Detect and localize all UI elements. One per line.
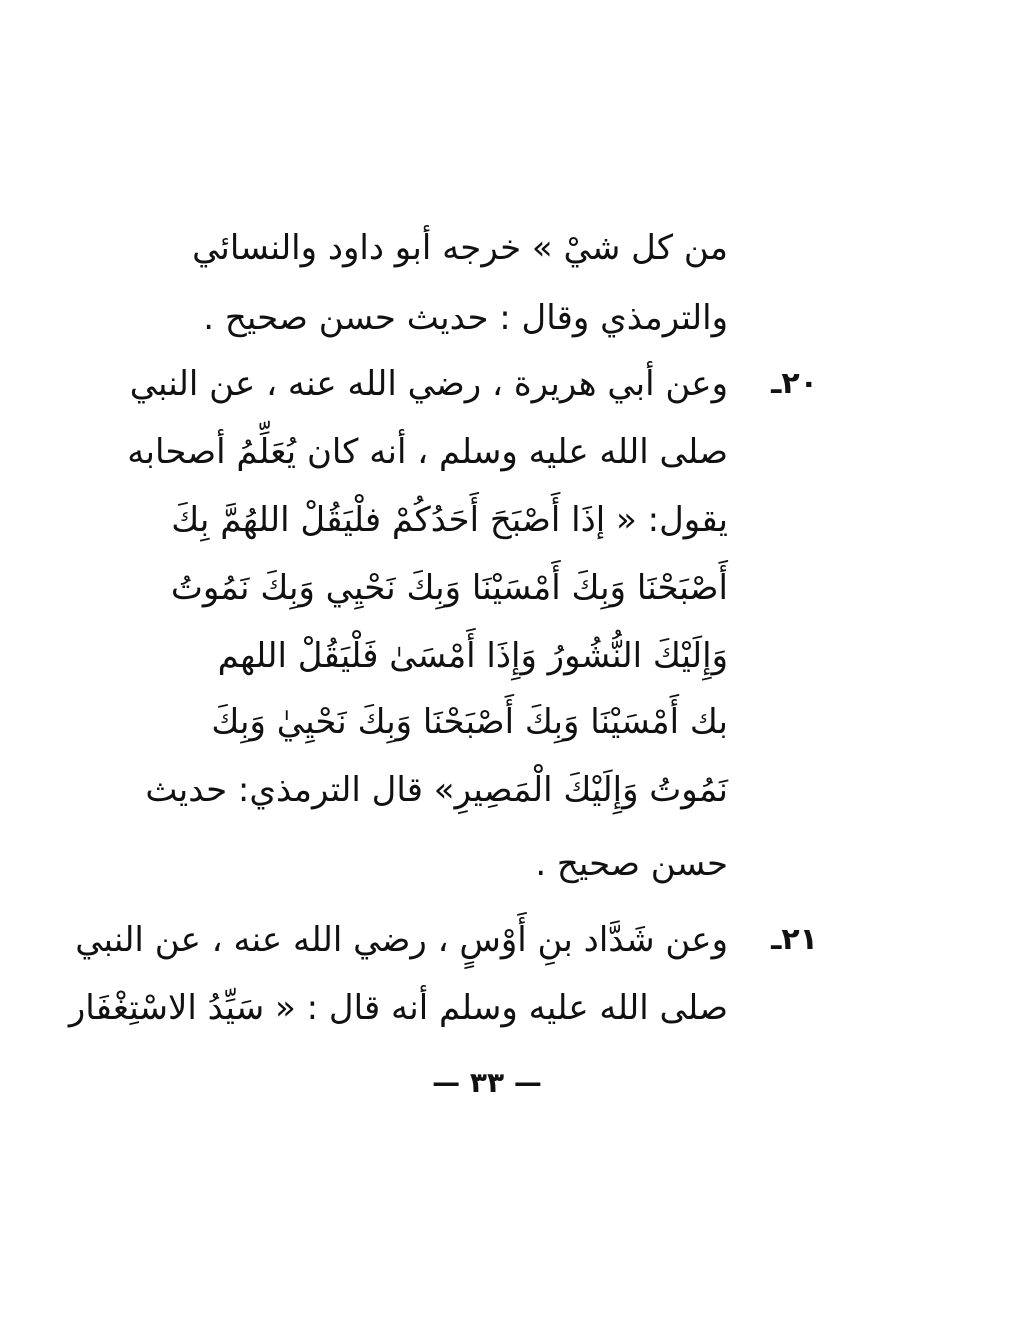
text-line-2: والترمذي وقال : حديث حسن صحيح . (203, 298, 728, 338)
page-number: — ٣٣ — (432, 1066, 542, 1099)
text-line-3: وعن أبي هريرة ، رضي الله عنه ، عن النبي (129, 364, 728, 404)
text-line-7: وَإِلَيْكَ النُّشُورُ وَإِذَا أَمْسَىٰ فَلْيَقُلْ اللهم (217, 636, 728, 676)
text-line-11: وعن شَدَّاد بنِ أَوْسٍ ، رضي الله عنه ، عن النبي (75, 920, 728, 960)
text-line-12: صلى الله عليه وسلم أنه قال : « سَيِّدُ الاسْتِغْفَار (68, 988, 728, 1028)
text-line-5: يقول: « إذَا أَصْبَحَ أَحَدُكُمْ فلْيَقُلْ اللهُمَّ بِكَ (171, 500, 728, 540)
text-line-10: حسن صحيح . (535, 844, 728, 884)
text-line-1: من كل شيْ » خرجه أبو داود والنسائي (192, 228, 728, 268)
text-line-9: نَمُوتُ وَإِلَيْكَ الْمَصِيرِ» قال الترمذي: حديث (145, 770, 728, 810)
hadith-number-20: ٢٠ـ (771, 366, 818, 401)
text-line-4: صلى الله عليه وسلم ، أنه كان يُعَلِّمُ أصحابه (127, 432, 728, 472)
text-line-8: بك أَمْسَيْنَا وَبِكَ أَصْبَحْنَا وَبِكَ نَحْيِيٰ وَبِكَ (211, 702, 728, 742)
hadith-number-21: ٢١ـ (771, 922, 818, 957)
text-line-6: أَصْبَحْنَا وَبِكَ أَمْسَيْنَا وَبِكَ نَحْيِي وَبِكَ نَمُوتُ (170, 568, 728, 608)
